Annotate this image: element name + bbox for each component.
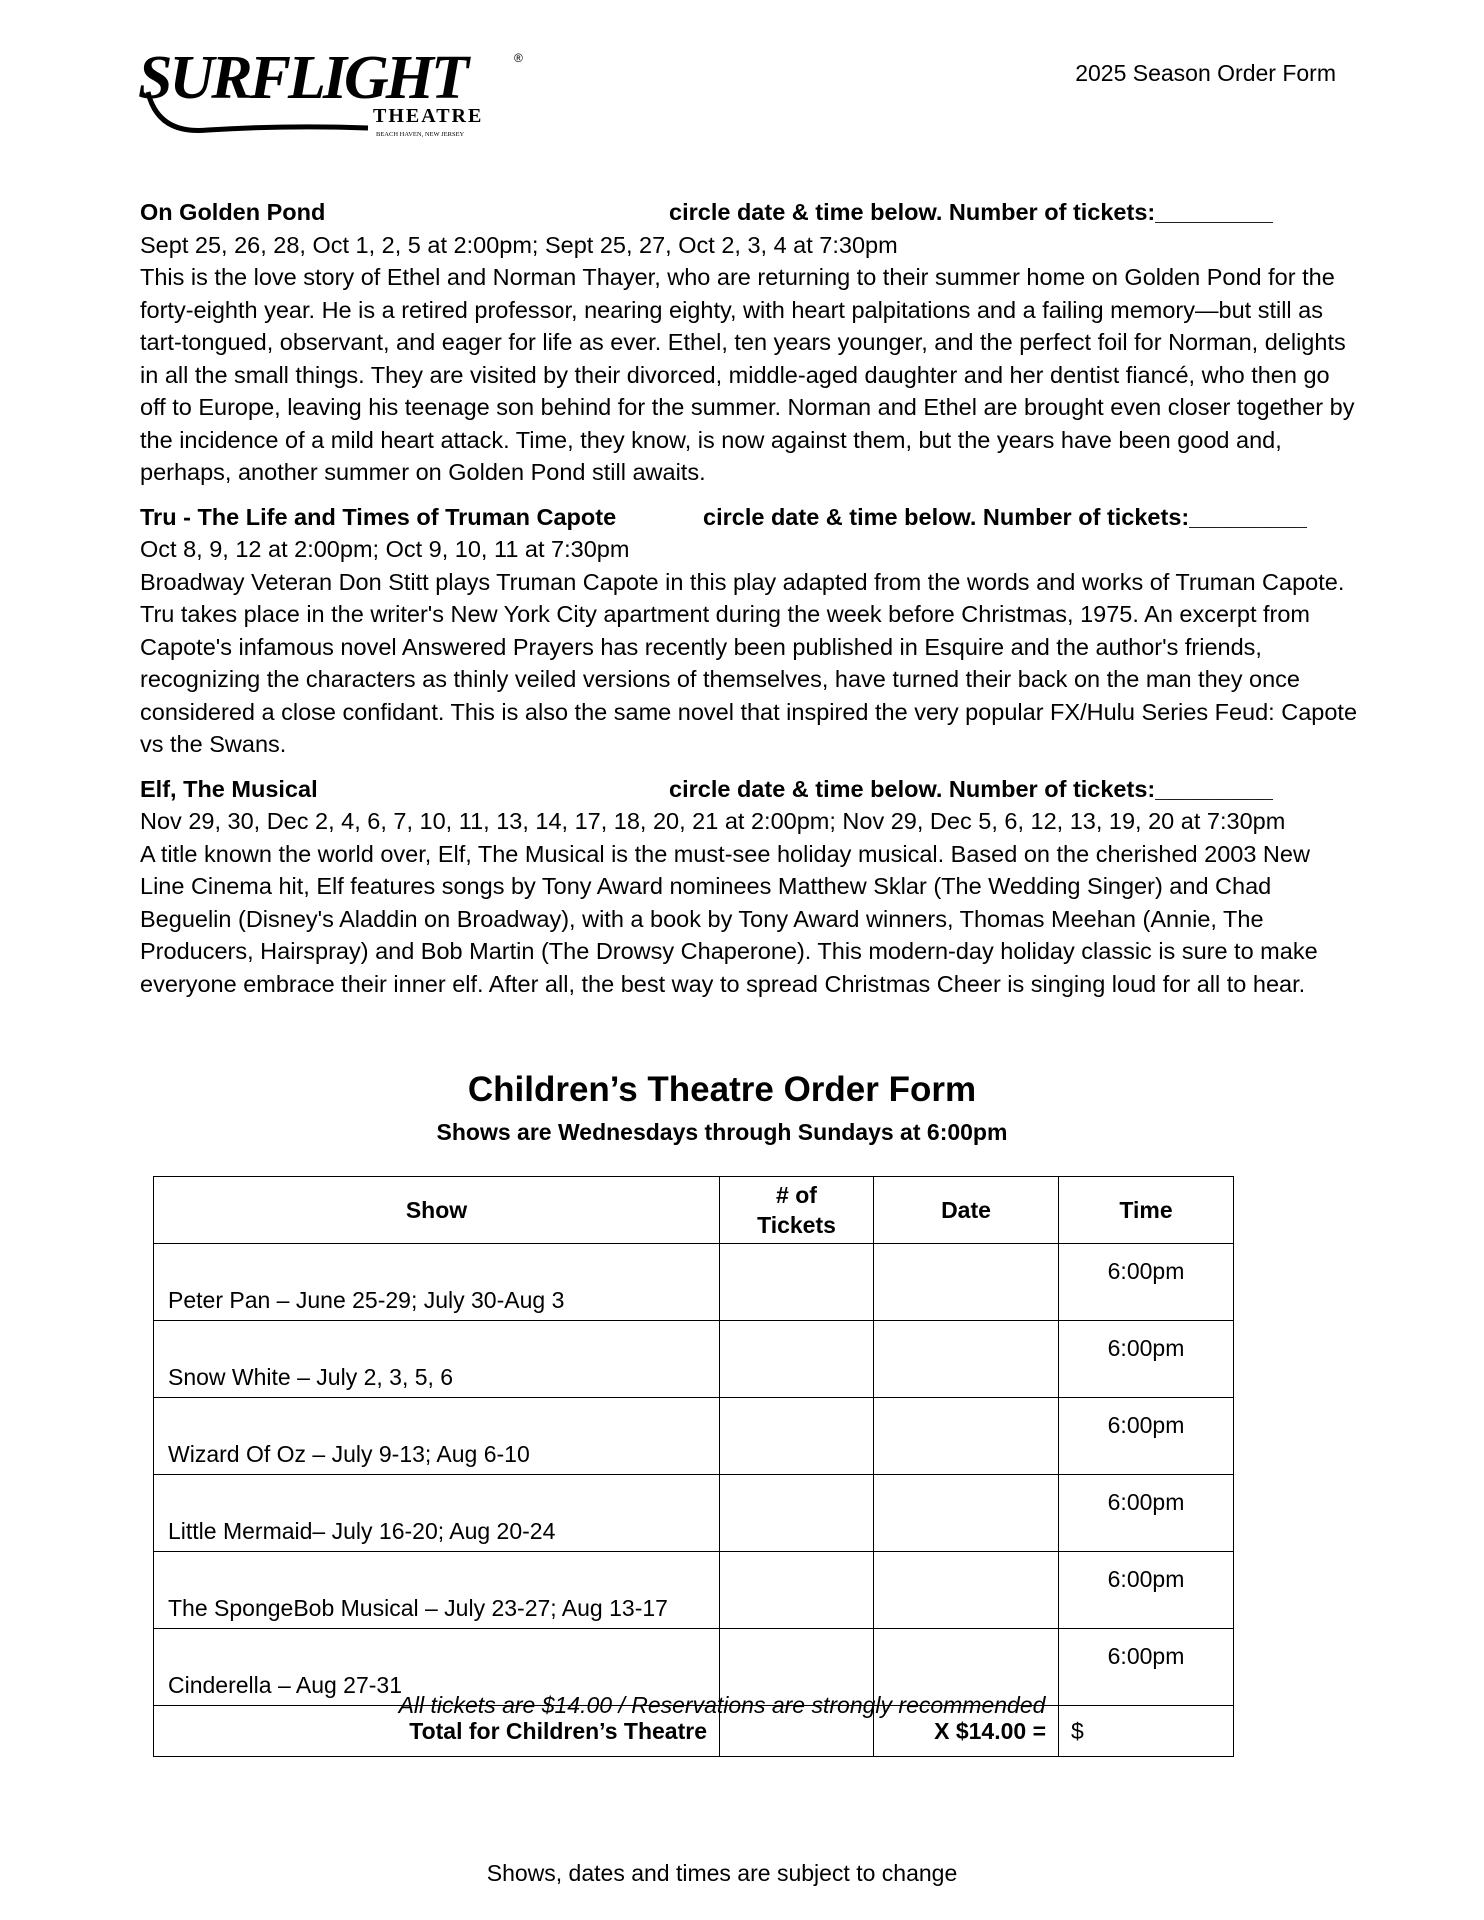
show-description: Broadway Veteran Don Stitt plays Truman Capote in this play adapted from the words and works of Truman Capote. Tru takes place in the writer's New York City apartment during the week before Christmas, 1975. An excerpt from Capote's infamous novel Answered Prayers has recently been published in Esquire and the author's friends, recognizing the characters as thinly veiled versions of themselves, have turned their back on the man they once considered a close confidant. This is also the same novel that inspired the very popular FX/Hulu Series Feud: Capote vs the Swans. xyxy=(140,568,1358,757)
row-time: 6:00pm xyxy=(1059,1244,1234,1321)
row-show: Snow White – July 2, 3, 5, 6 xyxy=(154,1321,720,1398)
surflight-logo xyxy=(138,40,528,140)
row-time: 6:00pm xyxy=(1059,1398,1234,1475)
tickets-entry[interactable] xyxy=(720,1244,874,1321)
childrens-order-table xyxy=(153,1176,1234,1757)
tickets-entry[interactable] xyxy=(720,1398,874,1475)
row-time: 6:00pm xyxy=(1059,1629,1234,1706)
total-label: Total for Children’s Theatre xyxy=(154,1706,720,1757)
row-show: Cinderella – Aug 27-31 xyxy=(154,1629,720,1706)
table-row xyxy=(154,1398,1234,1475)
row-show: Little Mermaid– July 16-20; Aug 20-24 xyxy=(154,1475,720,1552)
ticket-instruction: circle date & time below. Number of tickets:_________ xyxy=(703,503,1307,530)
table-header-row xyxy=(154,1177,1234,1244)
ticket-instruction: circle date & time below. Number of tickets:_________ xyxy=(669,199,1273,225)
date-entry[interactable] xyxy=(874,1552,1059,1629)
childrens-subtitle: Shows are Wednesdays through Sundays at 6:00pm xyxy=(436,1119,1008,1145)
row-time: 6:00pm xyxy=(1059,1552,1234,1629)
total-price: X $14.00 = xyxy=(874,1706,1059,1757)
show-on-golden-pond xyxy=(140,196,1360,489)
show-description: This is the love story of Ethel and Norman Thayer, who are returning to their summer home on Golden Pond for the forty-eighth year. He is a retired professor, nearing eighty, with heart palpitations and a failing memory—but still as tart-tongued, observant, and eager for life as ever. Ethel, ten years younger, and the perfect foil for Norman, delights in all the small things. They are visited by their divorced, middle-aged daughter and her dentist fiancé, who then go off to Europe, leaving his teenage son behind for the summer. Norman and Ethel are brought even closer together by the incidence of a mild heart attack. Time, they know, is now against them, but the years have been good and, perhaps, another summer on Golden Pond still awaits. xyxy=(140,264,1355,485)
row-show: Peter Pan – June 25-29; July 30-Aug 3 xyxy=(154,1244,720,1321)
tickets-entry[interactable] xyxy=(720,1475,874,1552)
season-shows xyxy=(140,196,1360,1012)
column-tickets: # of Tickets xyxy=(720,1177,874,1244)
show-title: Tru - The Life and Times of Truman Capote xyxy=(140,503,617,530)
show-description: A title known the world over, Elf, The Musical is the must-see holiday musical. Based on the cherished 2003 New Line Cinema hit, Elf features songs by Tony Award nominees Matthew Sklar (The Wedding Singer) and Chad Beguelin (Disney's Aladdin on Broadway), with a book by Tony Award winners, Thomas Meehan (Annie, The Producers, Hairspray) and Bob Martin (The Drowsy Chaperone). This modern-day holiday classic is sure to make everyone embrace their inner elf. After all, the best way to spread Christmas Cheer is singing loud for all to hear. xyxy=(140,840,1318,997)
logo-location: BEACH HAVEN, NEW JERSEY xyxy=(376,131,465,138)
date-entry[interactable] xyxy=(874,1398,1059,1475)
logo-registered-mark: ® xyxy=(514,51,523,65)
row-show: The SpongeBob Musical – July 23-27; Aug 13-17 xyxy=(154,1552,720,1629)
row-time: 6:00pm xyxy=(1059,1321,1234,1398)
row-show: Wizard Of Oz – July 9-13; Aug 6-10 xyxy=(154,1398,720,1475)
tickets-entry[interactable] xyxy=(720,1321,874,1398)
table-row xyxy=(154,1321,1234,1398)
show-dates: Nov 29, 30, Dec 2, 4, 6, 7, 10, 11, 13, 14, 17, 18, 20, 21 at 2:00pm; Nov 29, Dec 5, 6, 12, 13, 19, 20 at 7:30pm xyxy=(140,808,1286,834)
show-dates: Sept 25, 26, 28, Oct 1, 2, 5 at 2:00pm; Sept 25, 27, Oct 2, 3, 4 at 7:30pm xyxy=(140,231,898,258)
form-title: 2025 Season Order Form xyxy=(1075,60,1336,86)
column-time: Time xyxy=(1059,1177,1234,1244)
table-row xyxy=(154,1244,1234,1321)
ticket-instruction: circle date & time below. Number of tickets:_________ xyxy=(669,775,1273,802)
date-entry[interactable] xyxy=(874,1244,1059,1321)
date-entry[interactable] xyxy=(874,1475,1059,1552)
table-row xyxy=(154,1552,1234,1629)
logo-brand: SURFLIGHT xyxy=(138,44,466,112)
show-title: On Golden Pond xyxy=(140,199,326,225)
footer-note: Shows, dates and times are subject to change xyxy=(486,1860,958,1886)
show-elf xyxy=(140,773,1360,1001)
show-tru xyxy=(140,501,1360,761)
price-note: All tickets are $14.00 / Reservations are strongly recommended xyxy=(398,1692,1046,1718)
column-show: Show xyxy=(154,1177,720,1244)
total-amount-entry[interactable]: $ xyxy=(1059,1706,1234,1757)
tickets-entry[interactable] xyxy=(720,1552,874,1629)
table-row xyxy=(154,1475,1234,1552)
show-dates: Oct 8, 9, 12 at 2:00pm; Oct 9, 10, 11 at 7:30pm xyxy=(140,536,630,562)
column-date: Date xyxy=(874,1177,1059,1244)
date-entry[interactable] xyxy=(874,1321,1059,1398)
logo-sub: THEATRE xyxy=(373,105,484,127)
childrens-title: Children’s Theatre Order Form xyxy=(467,1070,977,1109)
show-title: Elf, The Musical xyxy=(140,775,318,802)
row-time: 6:00pm xyxy=(1059,1475,1234,1552)
